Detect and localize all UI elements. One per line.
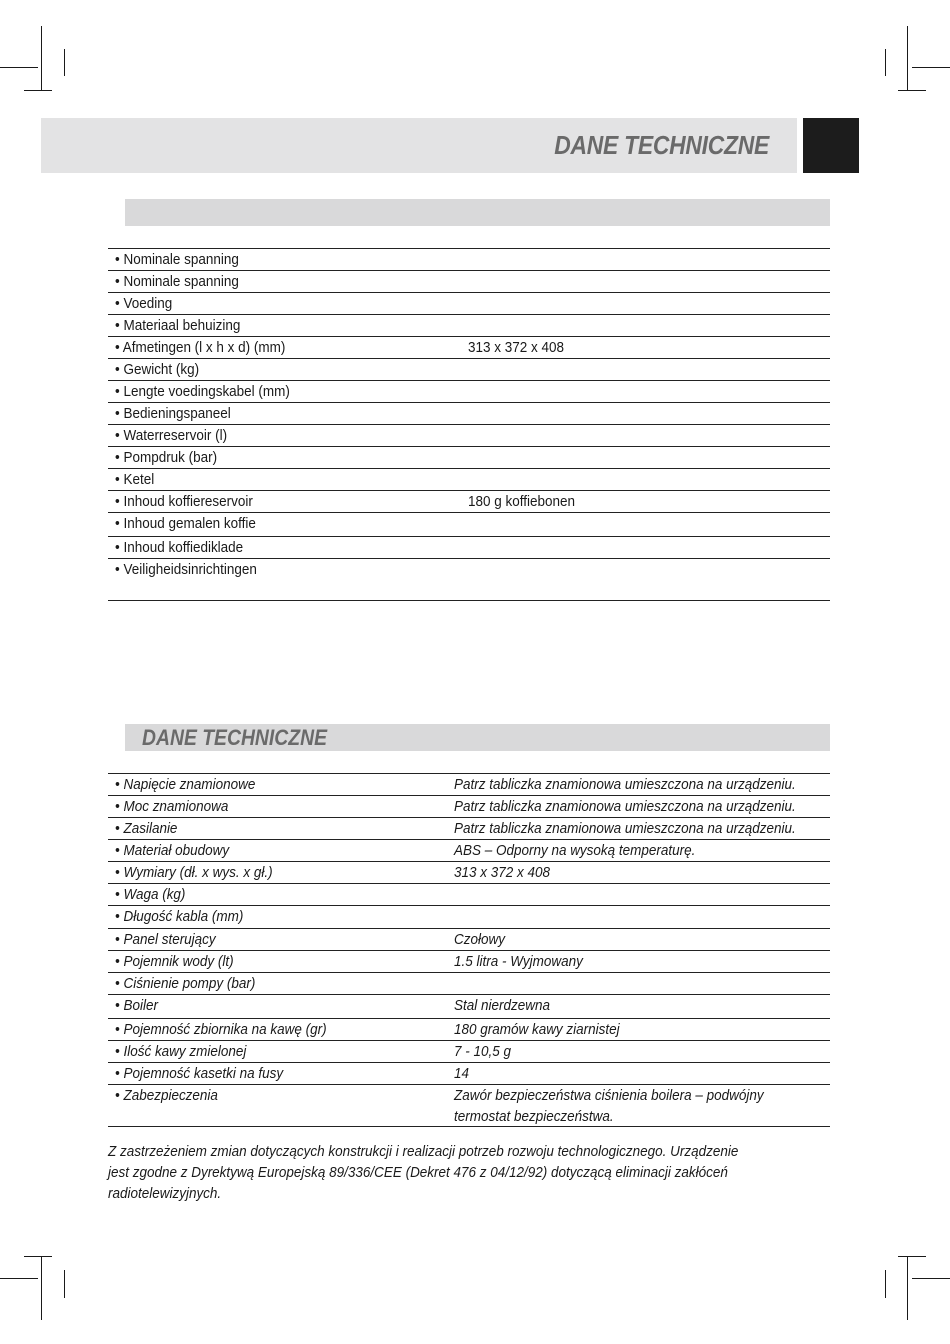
row-label: • Pojemność zbiornika na kawę (gr) <box>115 1022 327 1038</box>
row-label: • Panel sterujący <box>115 932 216 948</box>
crop-mark <box>24 90 52 91</box>
row-label: • Gewicht (kg) <box>115 362 200 378</box>
row-label: • Inhoud koffiediklade <box>115 540 244 556</box>
crop-mark <box>912 67 950 68</box>
row-label: • Waterreservoir (l) <box>115 428 228 444</box>
table-row <box>108 1062 830 1084</box>
row-value: Zawór bezpieczeństwa ciśnienia boilera – podwójny <box>454 1088 764 1104</box>
row-label: • Pompdruk (bar) <box>115 450 218 466</box>
row-label: • Materiaal behuizing <box>115 318 241 334</box>
row-label: • Długość kabla (mm) <box>115 909 244 925</box>
footnote-line: radiotelewizyjnych. <box>108 1186 222 1202</box>
crop-mark <box>907 26 908 91</box>
row-value: 14 <box>454 1066 470 1082</box>
table-row <box>108 950 830 972</box>
row-label: • Inhoud koffiereservoir <box>115 494 253 510</box>
row-label: • Nominale spanning <box>115 252 239 268</box>
crop-mark <box>912 1278 950 1279</box>
row-label: • Boiler <box>115 998 158 1014</box>
row-value: 313 x 372 x 408 <box>468 340 564 356</box>
page-title: DANE TECHNICZNE <box>554 130 769 160</box>
table-row <box>108 1018 830 1040</box>
table-row <box>108 558 830 578</box>
row-label: • Inhoud gemalen koffie <box>115 516 256 532</box>
table-row <box>108 292 830 314</box>
row-value-continued: termostat bezpieczeństwa. <box>454 1109 614 1125</box>
table-bottom-rule <box>108 1126 830 1127</box>
crop-mark <box>0 67 38 68</box>
row-label: • Waga (kg) <box>115 887 186 903</box>
header-color-tab <box>803 118 859 173</box>
table-row <box>108 861 830 883</box>
section2-title: DANE TECHNICZNE <box>142 725 328 750</box>
table-bottom-rule <box>108 600 830 601</box>
row-label: • Afmetingen (l x h x d) (mm) <box>115 340 286 356</box>
crop-mark <box>898 1256 926 1257</box>
table-row <box>108 536 830 558</box>
row-label: • Napięcie znamionowe <box>115 777 256 793</box>
crop-mark <box>64 49 65 76</box>
row-value: 1.5 litra - Wyjmowany <box>454 954 583 970</box>
footnote-line: Z zastrzeżeniem zmian dotyczących konstrukcji i realizacji potrzeb rozwoju technologicznego. Urządzenie <box>108 1144 739 1160</box>
table-row <box>108 795 830 817</box>
row-label: • Ilość kawy zmielonej <box>115 1044 247 1060</box>
row-label: • Ciśnienie pompy (bar) <box>115 976 256 992</box>
table-row <box>108 336 830 358</box>
row-value: 7 - 10,5 g <box>454 1044 511 1060</box>
table-row <box>108 402 830 424</box>
table-row <box>108 1040 830 1062</box>
table-row <box>108 446 830 468</box>
table-row <box>108 358 830 380</box>
table-row <box>108 994 830 1018</box>
footnote-line: jest zgodne z Dyrektywą Europejską 89/336/CEE (Dekret 476 z 04/12/92) dotyczącą eliminacji zakłóceń <box>108 1165 728 1181</box>
row-value: Patrz tabliczka znamionowa umieszczona na urządzeniu. <box>454 777 796 793</box>
section2-title-bar <box>125 724 830 751</box>
crop-mark <box>41 26 42 91</box>
row-label: • Ketel <box>115 472 155 488</box>
table-row <box>108 468 830 490</box>
row-value: Patrz tabliczka znamionowa umieszczona na urządzeniu. <box>454 821 796 837</box>
row-label: • Moc znamionowa <box>115 799 229 815</box>
page-header <box>41 118 797 173</box>
row-label: • Pojemnik wody (lt) <box>115 954 234 970</box>
table-row <box>108 883 830 905</box>
table-row <box>108 512 830 536</box>
table-row <box>108 905 830 928</box>
row-label: • Veiligheidsinrichtingen <box>115 562 257 578</box>
crop-mark <box>0 1278 38 1279</box>
row-value: 180 gramów kawy ziarnistej <box>454 1022 620 1038</box>
crop-mark <box>64 1270 65 1298</box>
crop-mark <box>885 1270 886 1298</box>
table-row <box>108 380 830 402</box>
row-label: • Nominale spanning <box>115 274 239 290</box>
footnote <box>108 1142 808 1205</box>
table-row <box>108 839 830 861</box>
crop-mark <box>24 1256 52 1257</box>
crop-mark <box>898 90 926 91</box>
row-value: Stal nierdzewna <box>454 998 550 1014</box>
table-row <box>108 270 830 292</box>
table-row <box>108 817 830 839</box>
table-row <box>108 490 830 512</box>
row-value: ABS – Odporny na wysoką temperaturę. <box>454 843 696 859</box>
table-row <box>108 314 830 336</box>
table-row <box>108 928 830 950</box>
row-label: • Bedieningspaneel <box>115 406 231 422</box>
section1-title-bar <box>125 199 830 226</box>
row-label: • Zasilanie <box>115 821 178 837</box>
table-row <box>108 972 830 994</box>
row-label: • Materiał obudowy <box>115 843 230 859</box>
row-value: Czołowy <box>454 932 505 948</box>
row-value: 313 x 372 x 408 <box>454 865 550 881</box>
row-label: • Voeding <box>115 296 173 312</box>
crop-mark <box>41 1256 42 1320</box>
row-label: • Wymiary (dł. x wys. x gł.) <box>115 865 273 881</box>
row-label: • Zabezpieczenia <box>115 1088 218 1104</box>
row-label: • Pojemność kasetki na fusy <box>115 1066 284 1082</box>
crop-mark <box>885 49 886 76</box>
row-value: 180 g koffiebonen <box>468 494 575 510</box>
table-row <box>108 1084 830 1125</box>
table-row <box>108 424 830 446</box>
row-label: • Lengte voedingskabel (mm) <box>115 384 290 400</box>
crop-mark <box>907 1256 908 1320</box>
table-row <box>108 248 830 270</box>
table-row <box>108 773 830 795</box>
row-value: Patrz tabliczka znamionowa umieszczona na urządzeniu. <box>454 799 796 815</box>
